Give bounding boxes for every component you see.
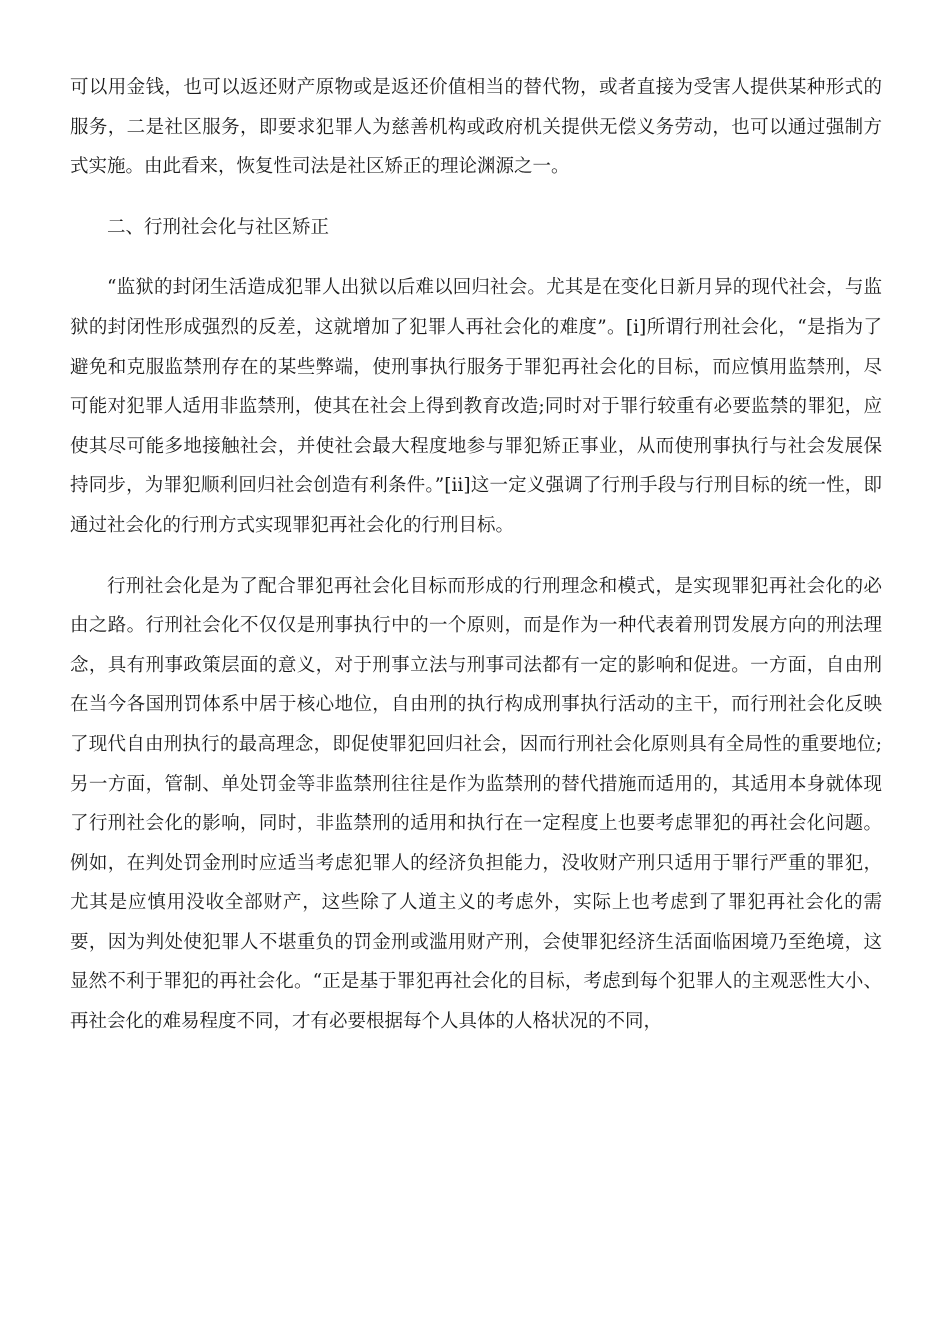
paragraph-quote-definition: “监狱的封闭生活造成犯罪人出狱以后难以回归社会。尤其是在变化日新月异的现代社会，与监狱的封闭性形成强烈的反差，这就增加了犯罪人再社会化的难度”。[i]所谓行刑社会化，“是指为了避免和克服监禁刑存在的某些弊端，使刑事执行服务于罪犯再社会化的目标，而应慎用监禁刑，尽可能对犯罪人适用非监禁刑，使其在社会上得到教育改造;同时对于罪行较重有必要监禁的罪犯，应使其尽可能多地接触社会，并使社会最大程度地参与罪犯矫正事业，从而使刑事执行与社会发展保持同步，为罪犯顺利回归社会创造有利条件。”[ii]这一定义强调了行刑手段与行刑目标的统一性，即通过社会化的行刑方式实现罪犯再社会化的行刑目标。: [70, 277, 882, 536]
document-page: [70, 68, 882, 1042]
paragraph-socialization: 行刑社会化是为了配合罪犯再社会化目标而形成的行刑理念和模式，是实现罪犯再社会化的必由之路。行刑社会化不仅仅是刑事执行中的一个原则，而是作为一种代表着刑罚发展方向的刑法理念，具有刑事政策层面的意义，对于刑事立法与刑事司法都有一定的影响和促进。一方面，自由刑在当今各国刑罚体系中居于核心地位，自由刑的执行构成刑事执行活动的主干，而行刑社会化反映了现代自由刑执行的最高理念，即促使罪犯回归社会，因而行刑社会化原则具有全局性的重要地位;另一方面，管制、单处罚金等非监禁刑往往是作为监禁刑的替代措施而适用的，其适用本身就体现了行刑社会化的影响，同时，非监禁刑的适用和执行在一定程度上也要考虑罪犯的再社会化问题。例如，在判处罚金刑时应适当考虑犯罪人的经济负担能力，没收财产刑只适用于罪行严重的罪犯，尤其是应慎用没收全部财产，这些除了人道主义的考虑外，实际上也考虑到了罪犯再社会化的需要，因为判处使犯罪人不堪重负的罚金刑或滥用财产刑，会使罪犯经济生活面临困境乃至绝境，这显然不利于罪犯的再社会化。“正是基于罪犯再社会化的目标，考虑到每个犯罪人的主观恶性大小、再社会化的难易程度不同，才有必要根据每个人具体的人格状况的不同，: [70, 575, 882, 1033]
section-heading: 二、行刑社会化与社区矫正: [107, 216, 330, 238]
paragraph-continuation: 可以用金钱，也可以返还财产原物或是返还价值相当的替代物，或者直接为受害人提供某种形式的服务，二是社区服务，即要求犯罪人为慈善机构或政府机关提供无偿义务劳动，也可以通过强制方式实施。由此看来，恢复性司法是社区矫正的理论渊源之一。: [70, 77, 882, 178]
